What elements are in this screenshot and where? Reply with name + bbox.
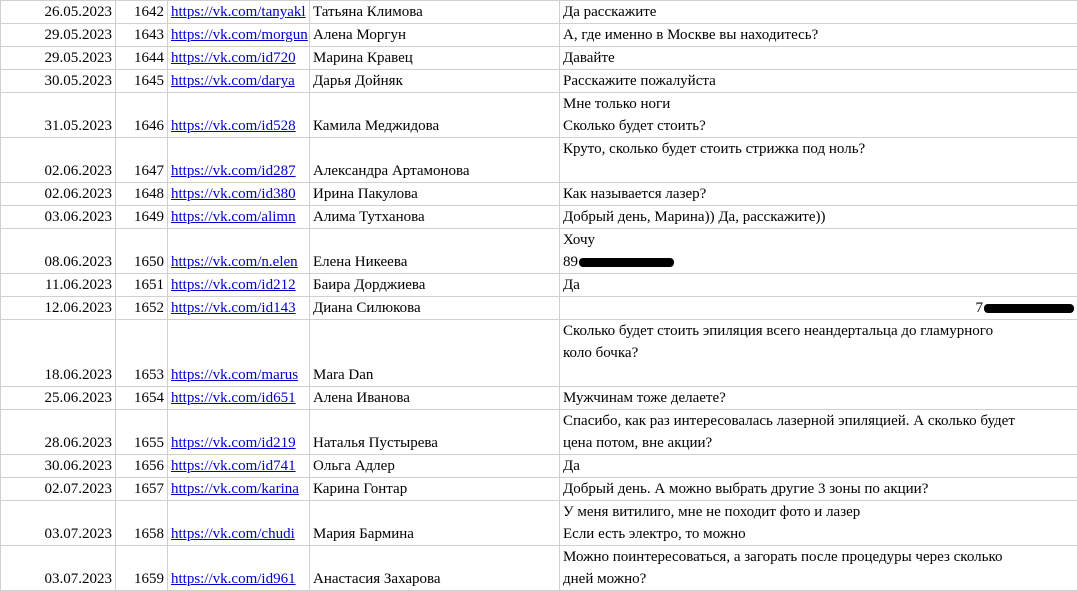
name-cell[interactable]: Диана Силюкова [310,297,560,320]
message-line [563,160,1074,182]
link-cell[interactable] [168,24,310,47]
message-line [563,410,1074,432]
profile-link[interactable]: https://vk.com/id651 [171,390,296,406]
link-cell[interactable] [168,478,310,501]
link-cell[interactable] [168,297,310,320]
table-row[interactable] [1,206,1077,229]
message-text: Можно поинтересоваться, а загорать после процедуры через сколько [563,549,1003,565]
number-cell[interactable]: 1643 [116,24,168,47]
message-cell[interactable] [560,24,1077,47]
link-cell[interactable] [168,206,310,229]
message-text: Сколько будет стоить эпиляция всего неандертальца до гламурного [563,323,993,339]
date-cell[interactable]: 30.06.2023 [1,455,116,478]
profile-link[interactable]: https://vk.com/id528 [171,118,296,134]
message-text: Спасибо, как раз интересовалась лазерной эпиляцией. А сколько будет [563,413,1015,429]
number-cell[interactable]: 1652 [116,297,168,320]
date-cell[interactable]: 30.05.2023 [1,70,116,93]
link-cell[interactable] [168,70,310,93]
date-cell[interactable]: 31.05.2023 [1,93,116,138]
message-line [563,364,1074,386]
link-cell[interactable] [168,387,310,410]
profile-link[interactable]: https://vk.com/marus [171,367,298,383]
message-text: Давайте [563,50,615,66]
message-line [563,432,1074,454]
message-cell[interactable] [560,455,1077,478]
table-row[interactable] [1,455,1077,478]
profile-link[interactable]: https://vk.com/id741 [171,458,296,474]
message-cell[interactable] [560,183,1077,206]
date-cell[interactable]: 02.06.2023 [1,138,116,183]
name-cell[interactable]: Баира Дорджиева [310,274,560,297]
table-row[interactable] [1,183,1077,206]
profile-link[interactable]: https://vk.com/tanyakl [171,4,306,20]
message-text: А, где именно в Москве вы находитесь? [563,27,818,43]
name-cell[interactable]: Наталья Пустырева [310,410,560,455]
message-text: Да расскажите [563,4,656,20]
table-row[interactable] [1,24,1077,47]
number-cell[interactable]: 1644 [116,47,168,70]
message-line [563,229,1074,251]
message-cell[interactable] [560,93,1077,138]
name-cell[interactable]: Карина Гонтар [310,478,560,501]
message-cell[interactable] [560,297,1077,320]
name-cell[interactable]: Анастасия Захарова [310,546,560,591]
number-cell[interactable]: 1642 [116,1,168,24]
link-cell[interactable] [168,183,310,206]
table-row[interactable] [1,387,1077,410]
message-text: Сколько будет стоить? [563,118,706,134]
message-line [563,455,1074,477]
message-line [563,478,1074,500]
name-cell[interactable]: Марина Кравец [310,47,560,70]
date-cell[interactable]: 08.06.2023 [1,229,116,274]
date-cell[interactable]: 03.07.2023 [1,501,116,546]
message-line [563,251,1074,273]
name-cell[interactable]: Мария Бармина [310,501,560,546]
message-line [563,24,1074,46]
message-text: Добрый день. А можно выбрать другие 3 зоны по акции? [563,481,928,497]
message-line [563,342,1074,364]
message-line [563,1,1074,23]
name-cell[interactable]: Камила Меджидова [310,93,560,138]
message-line [563,183,1074,205]
message-text: дней можно? [563,571,646,587]
link-cell[interactable] [168,455,310,478]
name-cell[interactable]: Алена Моргун [310,24,560,47]
profile-link[interactable]: https://vk.com/chudi [171,526,295,542]
message-text: Круто, сколько будет стоить стрижка под ноль? [563,141,865,157]
message-cell[interactable] [560,387,1077,410]
link-cell[interactable] [168,47,310,70]
message-text: Как называется лазер? [563,186,706,202]
message-line [563,546,1074,568]
message-line [563,93,1074,115]
name-cell[interactable]: Mara Dan [310,320,560,387]
message-text: 89 [563,254,578,270]
number-cell[interactable]: 1658 [116,501,168,546]
date-cell[interactable]: 12.06.2023 [1,297,116,320]
message-cell[interactable] [560,274,1077,297]
message-cell[interactable] [560,138,1077,183]
number-cell[interactable]: 1655 [116,410,168,455]
name-cell[interactable]: Елена Никеева [310,229,560,274]
profile-link[interactable]: https://vk.com/id212 [171,277,296,293]
message-text: Мужчинам тоже делаете? [563,390,726,406]
message-text: Добрый день, Марина)) Да, расскажите)) [563,209,826,225]
profile-link[interactable]: https://vk.com/alimn [171,209,296,225]
date-cell[interactable]: 25.06.2023 [1,387,116,410]
link-cell[interactable] [168,1,310,24]
message-line [563,320,1074,342]
number-cell[interactable]: 1647 [116,138,168,183]
table-row[interactable] [1,478,1077,501]
link-cell[interactable] [168,410,310,455]
message-text: У меня витилиго, мне не походит фото и лазер [563,504,860,520]
message-text: коло бочка? [563,345,638,361]
table-row[interactable] [1,320,1077,387]
date-cell[interactable]: 03.07.2023 [1,546,116,591]
profile-link[interactable]: https://vk.com/id720 [171,50,296,66]
message-text: Расскажите пожалуйста [563,73,716,89]
message-text: Мне только ноги [563,96,670,112]
profile-link[interactable]: https://vk.com/id961 [171,571,296,587]
table-row[interactable] [1,138,1077,183]
table-row[interactable] [1,410,1077,455]
number-cell[interactable]: 1656 [116,455,168,478]
table-row[interactable] [1,297,1077,320]
name-cell[interactable]: Ольга Адлер [310,455,560,478]
message-cell[interactable] [560,501,1077,546]
date-cell[interactable]: 11.06.2023 [1,274,116,297]
date-cell[interactable]: 18.06.2023 [1,320,116,387]
number-cell[interactable]: 1653 [116,320,168,387]
message-text: Хочу [563,232,595,248]
table-row[interactable] [1,501,1077,546]
number-cell[interactable]: 1649 [116,206,168,229]
profile-link[interactable]: https://vk.com/n.elen [171,254,298,270]
message-line [563,70,1074,92]
profile-link[interactable]: https://vk.com/id380 [171,186,296,202]
table-row[interactable] [1,274,1077,297]
redaction-mark [579,258,674,267]
message-cell[interactable] [560,478,1077,501]
profile-link[interactable]: https://vk.com/morgun [171,27,308,43]
message-line [563,274,1074,296]
name-cell[interactable]: Алима Тутханова [310,206,560,229]
profile-link[interactable]: https://vk.com/darya [171,73,295,89]
profile-link[interactable]: https://vk.com/karina [171,481,299,497]
table-row[interactable] [1,93,1077,138]
number-cell[interactable]: 1650 [116,229,168,274]
date-cell[interactable]: 28.06.2023 [1,410,116,455]
table-row[interactable] [1,70,1077,93]
message-text: цена потом, вне акции? [563,435,712,451]
message-cell[interactable] [560,206,1077,229]
link-cell[interactable] [168,138,310,183]
message-text: Да [563,458,580,474]
number-cell[interactable]: 1659 [116,546,168,591]
redaction-mark [984,304,1074,313]
link-cell[interactable] [168,320,310,387]
date-cell[interactable]: 29.05.2023 [1,47,116,70]
name-cell[interactable]: Татьяна Климова [310,1,560,24]
message-cell[interactable] [560,47,1077,70]
number-cell[interactable]: 1645 [116,70,168,93]
number-cell[interactable]: 1648 [116,183,168,206]
message-line [563,47,1074,69]
name-cell[interactable]: Дарья Дойняк [310,70,560,93]
message-cell[interactable] [560,320,1077,387]
message-text: Если есть электро, то можно [563,526,746,542]
number-cell[interactable]: 1651 [116,274,168,297]
number-cell[interactable]: 1657 [116,478,168,501]
message-line [563,568,1074,590]
message-text: 7 [976,300,984,316]
profile-link[interactable]: https://vk.com/id219 [171,435,296,451]
date-cell[interactable]: 03.06.2023 [1,206,116,229]
spreadsheet-body [1,1,1077,591]
message-line [563,138,1074,160]
message-line [563,115,1074,137]
message-line [563,501,1074,523]
profile-link[interactable]: https://vk.com/id287 [171,163,296,179]
message-line [563,387,1074,409]
date-cell[interactable]: 29.05.2023 [1,24,116,47]
table-row[interactable] [1,47,1077,70]
link-cell[interactable] [168,229,310,274]
link-cell[interactable] [168,274,310,297]
message-line [563,206,1074,228]
number-cell[interactable]: 1646 [116,93,168,138]
message-cell[interactable] [560,410,1077,455]
link-cell[interactable] [168,93,310,138]
table-row[interactable] [1,229,1077,274]
name-cell[interactable]: Ирина Пакулова [310,183,560,206]
message-cell[interactable] [560,229,1077,274]
number-cell[interactable]: 1654 [116,387,168,410]
date-cell[interactable]: 02.07.2023 [1,478,116,501]
message-cell[interactable] [560,70,1077,93]
table-row[interactable] [1,1,1077,24]
link-cell[interactable] [168,501,310,546]
name-cell[interactable]: Алена Иванова [310,387,560,410]
message-line [563,523,1074,545]
date-cell[interactable]: 26.05.2023 [1,1,116,24]
name-cell[interactable]: Александра Артамонова [310,138,560,183]
message-line [563,297,1074,319]
profile-link[interactable]: https://vk.com/id143 [171,300,296,316]
date-cell[interactable]: 02.06.2023 [1,183,116,206]
message-text: Да [563,277,580,293]
message-cell[interactable] [560,1,1077,24]
